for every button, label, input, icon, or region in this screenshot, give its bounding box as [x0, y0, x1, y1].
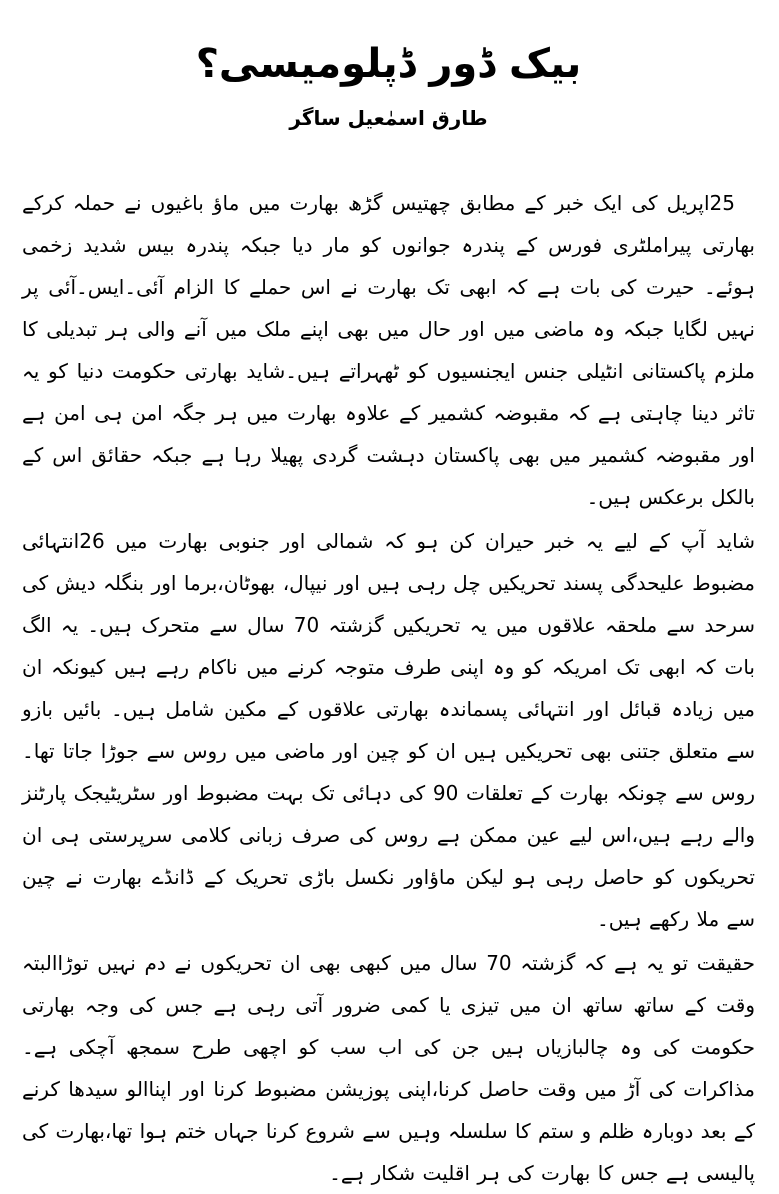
paragraph-1: 25اپریل کی ایک خبر کے مطابق چھتیس گڑھ بھارت میں ماؤ باغیوں نے حملہ کرکے بھارتی پیراملٹری فورس کے پندرہ جوانوں کو مار دیا جبکہ پندرہ بیس شدید زخمی ہوئے۔ حیرت کی بات ہے کہ ابھی تک بھارت نے اس حملے کا الزام آئی۔ایس۔آئی پر نہیں لگایا جبکہ وہ ماضی میں اور حال میں بھی اپنے ملک میں آنے والی ہر تبدیلی کا ملزم پاکستانی انٹیلی جنس ایجنسیوں کو ٹھہراتے ہیں۔شاید بھارتی حکومت دنیا کو یہ تاثر دینا چاہتی ہے کہ مقبوضہ کشمیر کے علاوہ بھارت میں ہر جگہ امن ہی امن ہے اور مقبوضہ کشمیر میں بھی پاکستان دہشت گردی پھیلا رہا ہے جبکہ حقائق اس کے بالکل برعکس ہیں۔: [22, 191, 755, 509]
paragraph-2: شاید آپ کے لیے یہ خبر حیران کن ہو کہ شمالی اور جنوبی بھارت میں 26انتہائی مضبوط علیحدگی پسند تحریکیں چل رہی ہیں اور نیپال، بھوٹان،برما اور بنگلہ دیش کی سرحد سے ملحقہ علاقوں میں یہ تحریکیں گزشتہ 70 سال سے متحرک ہیں۔ یہ الگ بات کہ ابھی تک امریکہ کو وہ اپنی طرف متوجہ کرنے میں ناکام رہے ہیں کیونکہ ان میں زیادہ قبائل اور انتہائی پسماندہ بھارتی علاقوں کے مکین شامل ہیں۔ بائیں بازو سے متعلق جتنی بھی تحریکیں ہیں ان کو چین اور ماضی میں روس سے جوڑا جاتا تھا۔روس سے چونکہ بھارت کے تعلقات 90 کی دہائی تک بہت مضبوط اور سٹریٹیجک پارٹنز والے رہے ہیں،اس لیے عین ممکن ہے روس کی صرف زبانی کلامی سرپرستی ہی ان تحریکوں کو حاصل رہی ہو لیکن ماؤاور نکسل باڑی تحریک کے ڈانڈے بھارت نے چین سے ملا رکھے ہیں۔: [22, 529, 755, 931]
article-title: بیک ڈور ڈپلومیسی؟: [195, 41, 582, 87]
article-author: طارق اسمٰعیل ساگر: [289, 106, 488, 130]
paragraph-3: حقیقت تو یہ ہے کہ گزشتہ 70 سال میں کبھی بھی ان تحریکوں نے دم نہیں توڑاالبتہ وقت کے ساتھ ساتھ ان میں تیزی یا کمی ضرور آتی رہی ہے جس کی وجہ بھارتی حکومت کی وہ چالبازیاں ہیں جن کی اب سب کو اچھی طرح سمجھ آچکی ہے۔مذاکرات کی آڑ میں وقت حاصل کرنا،اپنی پوزیشن مضبوط کرنا اور اپناالو سیدھا کرنے کے بعد دوبارہ ظلم و ستم کا سلسلہ وہیں سے شروع کرنا جہاں ختم ہوا تھا،بھارت کی پالیسی ہے جس کا بھارت کی ہر اقلیت شکار ہے۔: [22, 951, 755, 1185]
article-body: [22, 182, 755, 1194]
